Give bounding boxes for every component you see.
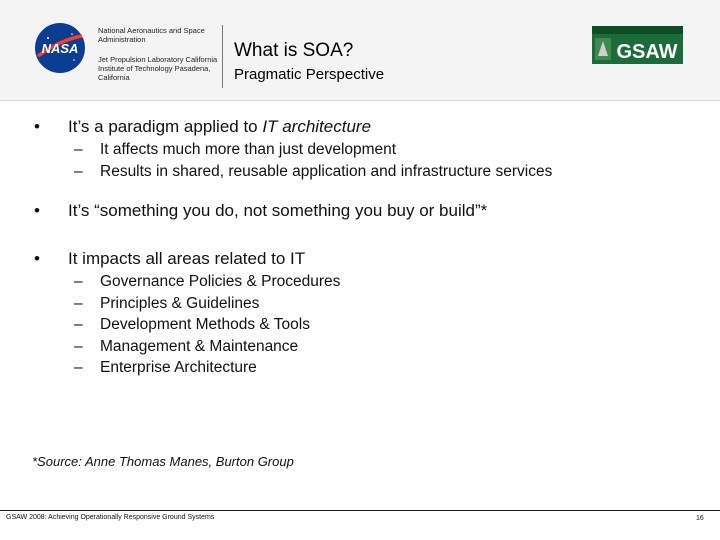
bullet-1-italic: IT architecture xyxy=(262,117,372,136)
dash-marker: – xyxy=(74,163,83,180)
dash-marker: – xyxy=(74,359,83,376)
sub-bullet: Development Methods & Tools xyxy=(100,316,310,333)
sub-bullet: Enterprise Architecture xyxy=(100,359,257,376)
sub-bullet: It affects much more than just development xyxy=(100,141,397,158)
dash-marker: – xyxy=(74,295,83,312)
slide-header xyxy=(0,0,720,101)
footer-text: GSAW 2008: Achieving Operationally Responsive Ground Systems xyxy=(6,514,215,521)
page-number: 16 xyxy=(696,515,704,522)
bullet-1 xyxy=(68,117,371,137)
bullet-marker: • xyxy=(34,201,40,220)
slide-subtitle: Pragmatic Perspective xyxy=(234,66,385,83)
bullet-1-text: It’s a paradigm applied to xyxy=(68,117,263,136)
gsaw-logo-text: GSAW xyxy=(616,41,678,63)
sub-bullet: Principles & Guidelines xyxy=(100,295,260,312)
bullet-3: It impacts all areas related to IT xyxy=(68,249,306,268)
org-lab: Jet Propulsion Laboratory California Institute of Technology Pasadena, California xyxy=(98,55,218,82)
source-note: *Source: Anne Thomas Manes, Burton Group xyxy=(32,454,294,469)
bullet-marker: • xyxy=(34,117,40,136)
dash-marker: – xyxy=(74,141,83,158)
slide-title: What is SOA? xyxy=(234,40,354,61)
nasa-logo-text: NASA xyxy=(41,41,79,56)
footer-divider xyxy=(0,510,720,511)
gsaw-logo xyxy=(592,26,683,64)
dash-marker: – xyxy=(74,273,83,290)
sub-bullet: Results in shared, reusable application and infrastructure services xyxy=(100,163,553,180)
dash-marker: – xyxy=(74,338,83,355)
sub-bullet: Management & Maintenance xyxy=(100,338,299,355)
bullet-marker: • xyxy=(34,249,40,268)
bullet-2: It’s “something you do, not something you buy or build”* xyxy=(68,201,488,220)
nasa-logo xyxy=(34,22,86,74)
sub-bullet: Governance Policies & Procedures xyxy=(100,273,341,290)
org-name: National Aeronautics and Space Administration xyxy=(98,26,205,44)
dash-marker: – xyxy=(74,316,83,333)
header-divider xyxy=(222,25,223,88)
